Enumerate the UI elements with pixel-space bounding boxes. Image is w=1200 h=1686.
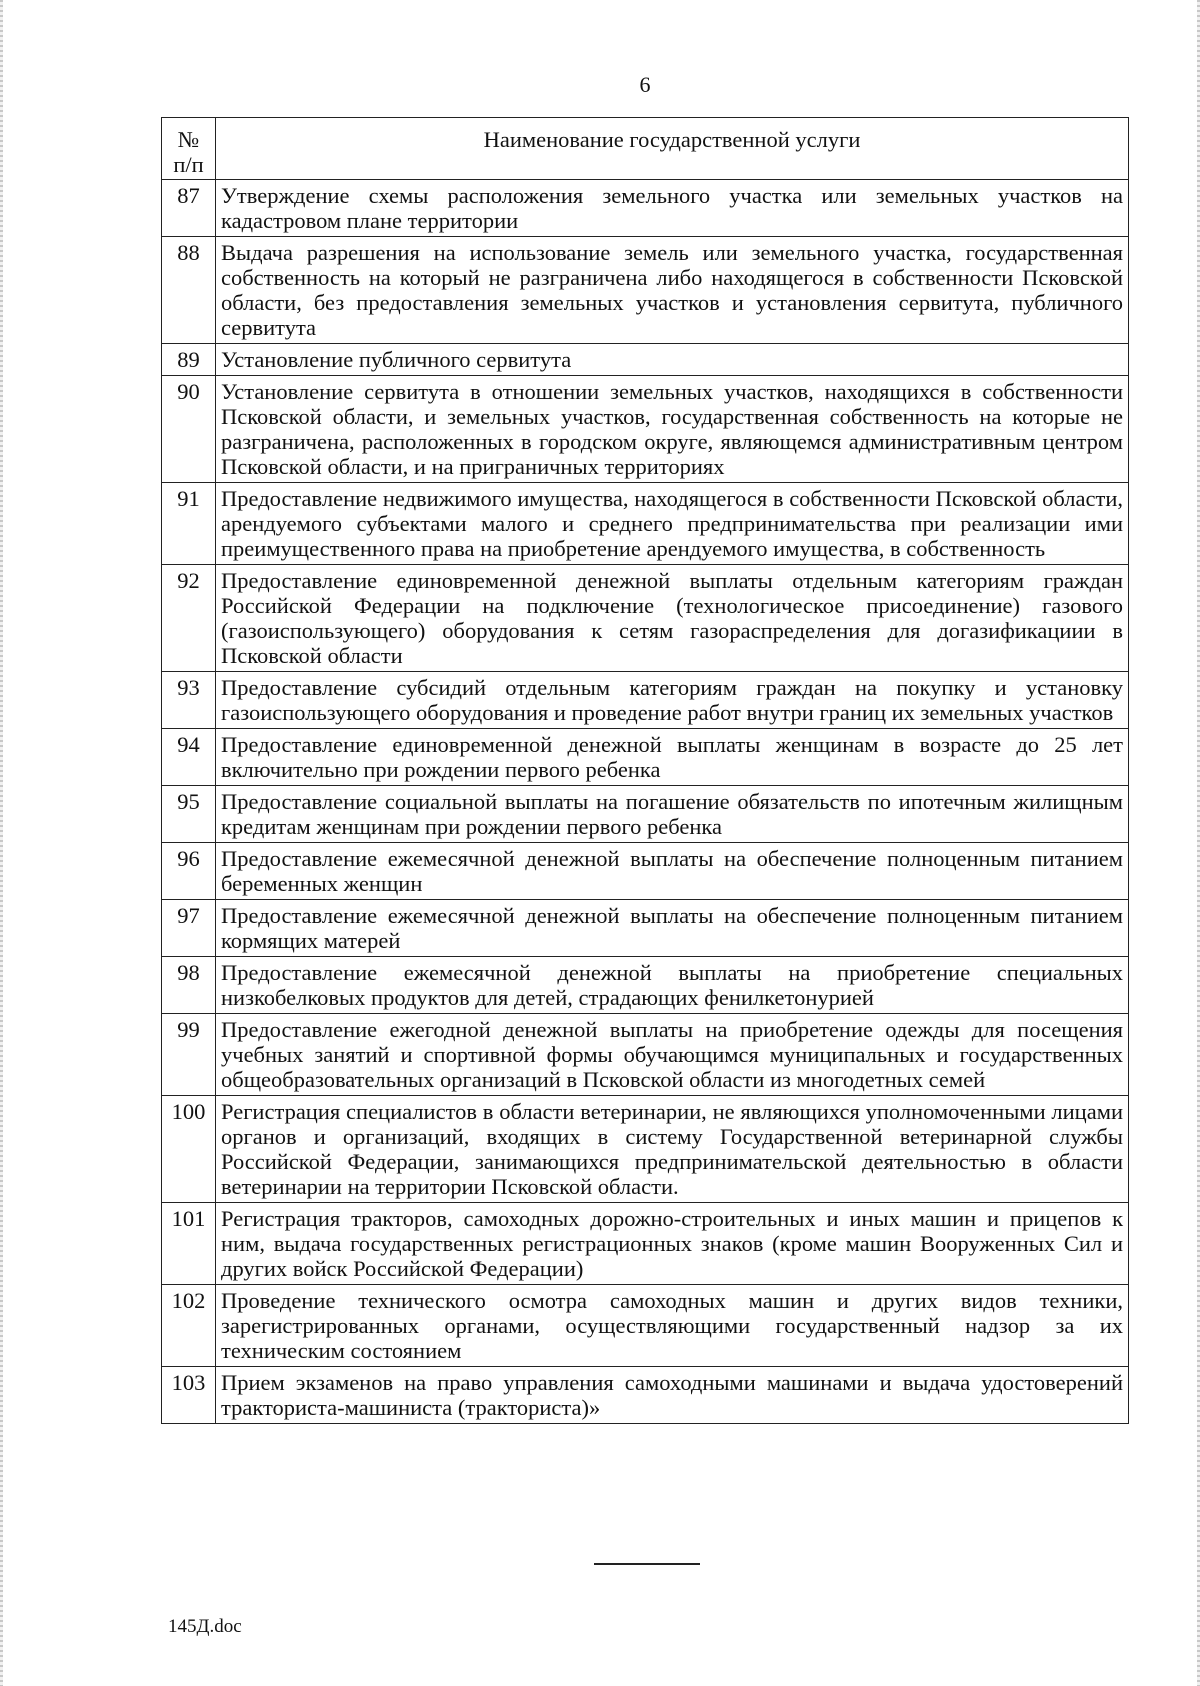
service-name: Установление сервитута в отношении земельных участков, находящихся в собственности Псковской области, и земельных участков, государственная собственность на которые не разграничена, расположенных в городском округе, являющемся административным центром Псковской области, и на приграничных территориях (216, 376, 1129, 483)
table-row (162, 344, 1129, 376)
services-table (161, 117, 1129, 1424)
table-row (162, 237, 1129, 344)
table-row (162, 483, 1129, 565)
row-number: 95 (162, 786, 216, 843)
row-number: 100 (162, 1096, 216, 1203)
service-name: Предоставление единовременной денежной выплаты женщинам в возрасте до 25 лет включительно при рождении первого ребенка (216, 729, 1129, 786)
service-name: Установление публичного сервитута (216, 344, 1129, 376)
service-name: Предоставление ежемесячной денежной выплаты на обеспечение полноценным питанием беременных женщин (216, 843, 1129, 900)
service-name: Предоставление ежемесячной денежной выплаты на обеспечение полноценным питанием кормящих матерей (216, 900, 1129, 957)
row-number: 90 (162, 376, 216, 483)
row-number: 94 (162, 729, 216, 786)
header-row (162, 118, 1129, 180)
row-number: 99 (162, 1014, 216, 1096)
table-row (162, 565, 1129, 672)
table-row (162, 1096, 1129, 1203)
table-row (162, 1203, 1129, 1285)
table-row (162, 672, 1129, 729)
service-name: Предоставление социальной выплаты на погашение обязательств по ипотечным жилищным кредитам женщинам при рождении первого ребенка (216, 786, 1129, 843)
table-body (162, 180, 1129, 1424)
table-row (162, 376, 1129, 483)
service-name: Прием экзаменов на право управления самоходными машинами и выдача удостоверений тракториста-машиниста (тракториста)» (216, 1367, 1129, 1424)
table-row (162, 786, 1129, 843)
header-number: № п/п (162, 118, 216, 180)
table-row (162, 1014, 1129, 1096)
service-name: Выдача разрешения на использование земель или земельного участка, государственная собственность на который не разграничена либо находящегося в собственности Псковской области, без предоставления земельных участков и установления сервитута, публичного сервитута (216, 237, 1129, 344)
row-number: 103 (162, 1367, 216, 1424)
table-header (162, 118, 1129, 180)
row-number: 102 (162, 1285, 216, 1367)
row-number: 87 (162, 180, 216, 237)
service-name: Предоставление субсидий отдельным категориям граждан на покупку и установку газоиспользующего оборудования и проведение работ внутри границ их земельных участков (216, 672, 1129, 729)
row-number: 97 (162, 900, 216, 957)
page-number: 6 (639, 72, 651, 97)
row-number: 91 (162, 483, 216, 565)
row-number: 96 (162, 843, 216, 900)
service-name: Предоставление ежегодной денежной выплаты на приобретение одежды для посещения учебных занятий и спортивной формы обучающимся муниципальных и государственных общеобразовательных организаций в Псковской области из многодетных семей (216, 1014, 1129, 1096)
table-row (162, 843, 1129, 900)
service-name: Регистрация тракторов, самоходных дорожно-строительных и иных машин и прицепов к ним, выдача государственных регистрационных знаков (кроме машин Вооруженных Сил и других войск Российской Федерации) (216, 1203, 1129, 1285)
row-number: 98 (162, 957, 216, 1014)
header-service-name: Наименование государственной услуги (216, 118, 1129, 180)
table-row (162, 957, 1129, 1014)
service-name: Утверждение схемы расположения земельного участка или земельных участков на кадастровом плане территории (216, 180, 1129, 237)
service-name: Проведение технического осмотра самоходных машин и других видов техники, зарегистрированных органами, осуществляющими государственный надзор за их техническим состоянием (216, 1285, 1129, 1367)
scan-edge-left (0, 0, 3, 1686)
row-number: 88 (162, 237, 216, 344)
table-row (162, 1285, 1129, 1367)
table-row (162, 900, 1129, 957)
service-name: Регистрация специалистов в области ветеринарии, не являющихся уполномоченными лицами органов и организаций, входящих в систему Государственной ветеринарной службы Российской Федерации, занимающихся предпринимательской деятельностью в области ветеринарии на территории Псковской области. (216, 1096, 1129, 1203)
end-divider (594, 1563, 700, 1565)
table-row (162, 1367, 1129, 1424)
row-number: 92 (162, 565, 216, 672)
service-name: Предоставление единовременной денежной выплаты отдельным категориям граждан Российской Федерации на подключение (технологическое присоединение) газового (газоиспользующего) оборудования к сетям газораспределения для догазификациии в Псковской области (216, 565, 1129, 672)
footer-filename: 145Д.doc (168, 1616, 242, 1637)
row-number: 101 (162, 1203, 216, 1285)
service-name: Предоставление ежемесячной денежной выплаты на приобретение специальных низкобелковых продуктов для детей, страдающих фенилкетонурией (216, 957, 1129, 1014)
row-number: 89 (162, 344, 216, 376)
row-number: 93 (162, 672, 216, 729)
table-row (162, 729, 1129, 786)
table-row (162, 180, 1129, 237)
service-name: Предоставление недвижимого имущества, находящегося в собственности Псковской области, арендуемого субъектами малого и среднего предпринимательства при реализации ими преимущественного права на приобретение арендуемого имущества, в собственность (216, 483, 1129, 565)
